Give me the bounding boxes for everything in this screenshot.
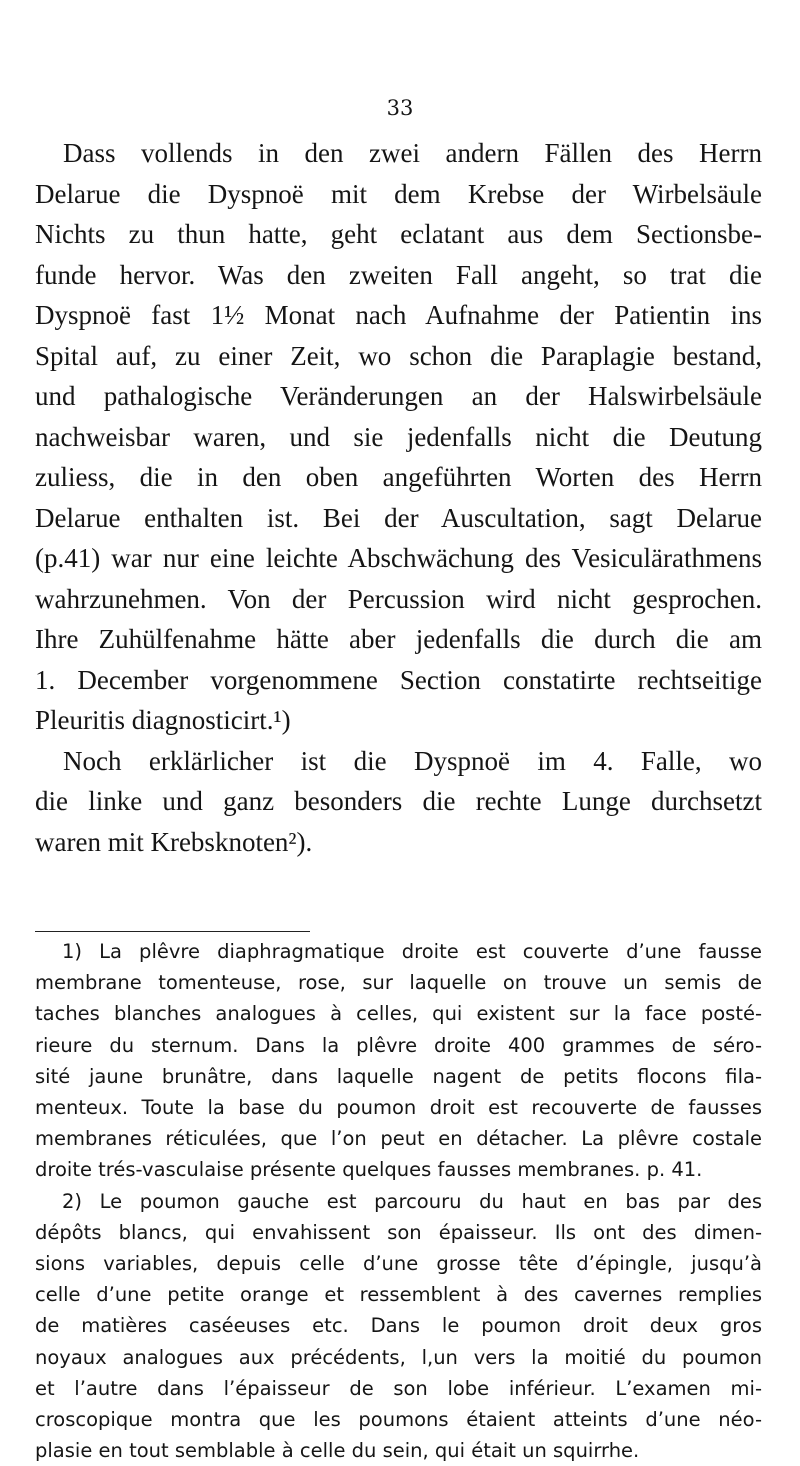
text-line: und pathalogische Veränderungen an der Halswirbelsäule [35, 381, 762, 411]
footnote-line: taches blanches analogues à celles, qui existent sur la face posté- [35, 1002, 762, 1026]
footnote-2 [35, 1186, 762, 1466]
footnote-line: croscopique montra que les poumons étaient atteints d’une néo- [35, 1408, 762, 1432]
footnote-line: celle d’une petite orange et ressemblent à des cavernes remplies [35, 1283, 762, 1307]
footnote-line: droite trés-vasculaise présente quelques fausses membranes. p. 41. [35, 1158, 703, 1182]
footnotes [35, 936, 762, 1466]
text-line: Ihre Zuhülfenahme hätte aber jedenfalls die durch die am [35, 624, 762, 654]
paragraph [35, 741, 762, 863]
text-line: Delarue die Dyspnoë mit dem Krebse der Wirbelsäule [35, 178, 762, 209]
footnote-line: membranes réticulées, que l’on peut en détacher. La plêvre costale [35, 1127, 762, 1151]
footnote-line: de matières caséeuses etc. Dans le poumon droit deux gros [35, 1314, 762, 1338]
footnote-line: et l’autre dans l’épaisseur de son lobe inférieur. L’examen mi- [35, 1376, 762, 1400]
text-line: Nichts zu thun hatte, geht eclatant aus dem Sectionsbe- [35, 219, 762, 249]
footnote-line: menteux. Toute la base du poumon droit est recouverte de fausses [35, 1096, 762, 1120]
footnote-separator [35, 931, 310, 932]
footnote-line: sité jaune brunâtre, dans laquelle nagent de petits flocons fila- [35, 1064, 762, 1088]
text-line: (p.41) war nur eine leichte Abschwächung des Vesiculärathmens [35, 543, 762, 573]
text-line: waren mit Krebsknoten²). [35, 826, 313, 857]
text-line: Delarue enthalten ist. Bei der Auscultation, sagt Delarue [35, 502, 762, 533]
text-line: Dyspnoë fast 1½ Monat nach Aufnahme der Patientin ins [35, 300, 762, 330]
text-line: Pleuritis diagnosticirt.¹) [35, 705, 291, 735]
paragraph [35, 133, 762, 741]
main-text [35, 133, 762, 862]
text-line: Spital auf, zu einer Zeit, wo schon die Paraplagie bestand, [35, 340, 762, 371]
text-line: funde hervor. Was den zweiten Fall angeht, so trat die [35, 259, 762, 290]
text-line: nachweisbar waren, und sie jedenfalls nicht die Deutung [35, 421, 762, 452]
text-line: die linke und ganz besonders die rechte Lunge durchsetzt [35, 786, 762, 816]
footnote-line: sions variables, depuis celle d’une grosse tête d’épingle, jusqu’à [35, 1252, 762, 1276]
footnote-line: noyaux analogues aux précédents, l,un vers la moitié du poumon [35, 1345, 762, 1369]
text-line: zuliess, die in den oben angeführten Worten des Herrn [35, 462, 762, 492]
footnote-line: membrane tomenteuse, rose, sur laquelle on trouve un semis de [35, 971, 762, 995]
text-line: wahrzunehmen. Von der Percussion wird nicht gesprochen. [35, 583, 762, 614]
footnote-line: 1) La plêvre diaphragmatique droite est couverte d’une fausse [62, 940, 762, 963]
text-line: 1. December vorgenommene Section constatirte rechtseitige [35, 664, 762, 695]
text-line: Noch erklärlicher ist die Dyspnoë im 4. Falle, wo [63, 745, 762, 776]
page-number: 33 [386, 96, 414, 120]
footnote-line: plasie en tout semblable à celle du sein, qui était un squirrhe. [35, 1439, 640, 1463]
footnote-line: rieure du sternum. Dans la plêvre droite 400 grammes de séro- [35, 1033, 762, 1057]
footnote-line: 2) Le poumon gauche est parcouru du haut en bas par des [62, 1189, 762, 1213]
footnote-line: dépôts blancs, qui envahissent son épaisseur. Ils ont des dimen- [35, 1220, 762, 1244]
footnote-1 [35, 936, 762, 1186]
text-line: Dass vollends in den zwei andern Fällen des Herrn [63, 138, 762, 168]
